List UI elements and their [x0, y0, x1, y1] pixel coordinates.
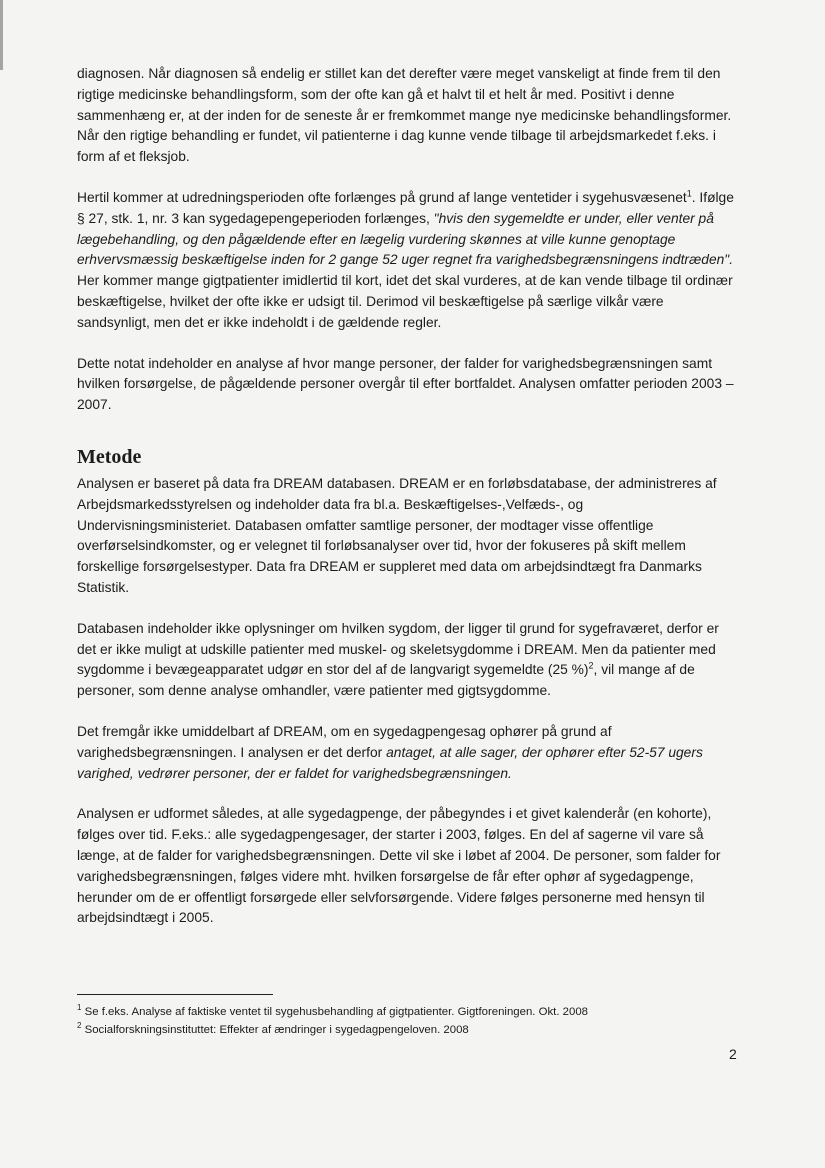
paragraph-dream-data: Analysen er baseret på data fra DREAM databasen. DREAM er en forløbsdatabase, der administreres af Arbejdsmarkedsstyrelsen og indeholder data fra bl.a. Beskæftigelses-,Velfæds-, og Undervisningsministeriet. Databasen omfatter samtlige personer, der modtager visse offentlige overførselsindkomster, og er velegnet til forløbsanalyser over tid, hvor der fokuseres på skift mellem forskellige forsørgelsestyper. Data fra DREAM er suppleret med data om arbejdsindtægt fra Danmarks Statistik. — [77, 475, 717, 595]
footnote-1 — [77, 1003, 739, 1021]
text-span: Det fremgår ikke umiddelbart af DREAM, om en sygedagpengesag ophører på grund af varighedsbegrænsningen. I analysen er det derfor — [77, 723, 612, 760]
text-span: Hertil kommer at udredningsperioden ofte forlænges på grund af lange ventetider i sygehusvæsenet — [77, 189, 687, 205]
body-text — [77, 64, 739, 949]
footnote-text: Socialforskningsinstituttet: Effekter af ændringer i sygedagpengeloven. 2008 — [81, 1024, 469, 1036]
law-quote: "hvis den sygemeldte er under, eller venter på lægebehandling, og den pågældende efter en lægelig vurdering skønnes at ville kunne genoptage erhvervsmæssig beskæftigelse inden for 2 gange 52 uger regnet fra varighedsbegrænsningens indtræden". — [77, 210, 734, 268]
scan-edge-mark — [0, 0, 3, 70]
section-heading-metode: Metode — [77, 445, 142, 468]
assumption-emphasis: antaget, at alle sager, der ophører efter 52-57 ugers varighed, vedrører personer, der er faldet for varighedsbegrænsningen. — [77, 744, 703, 781]
text-span: , vil mange af de personer, som denne analyse omhandler, være patienter med gigtsygdomme. — [77, 662, 695, 699]
paragraph-waiting-times — [77, 188, 739, 334]
paragraph-diagnosis: diagnosen. Når diagnosen så endelig er stillet kan det derefter være meget vanskeligt at finde frem til den rigtige medicinske behandlingsform, som der ofte kan gå et halvt til et helt år med. Positivt i denne sammenhæng er, at der inden for de seneste år er fremkommet mange nye medicinske behandlingsformer. Når den rigtige behandling er fundet, vil patienterne i dag kunne vende tilbage til arbejdsmarkedet f.eks. i form af et fleksjob. — [77, 66, 732, 165]
footnote-separator — [77, 994, 273, 995]
footnote-ref-2[interactable]: 2 — [588, 660, 594, 671]
page-number: 2 — [729, 1046, 737, 1062]
text-span: . Ifølge § 27, stk. 1, nr. 3 kan sygedagepengeperioden forlænges, — [77, 189, 734, 226]
paragraph-note-scope: Dette notat indeholder en analyse af hvor mange personer, der falder for varighedsbegrænsningen samt hvilken forsørgelse, de pågældende personer overgår til efter bortfaldet. Analysen omfatter perioden 2003 – 2007. — [77, 355, 734, 413]
paragraph-cohort-design: Analysen er udformet således, at alle sygedagpenge, der påbegyndes i et givet kalenderår (en kohorte), følges over tid. F.eks.: alle sygedagpengesager, der starter i 2003, følges. En del af sagerne vil vare så længe, at de falder for varighedsbegrænsningen. Dette vil ske i løbet af 2004. De personer, som falder for varighedsbegrænsningen, følges videre mht. hvilken forsørgelse de får efter ophør af sygedagpenge, herunder om de er offentligt forsørgede eller selvforsørgende. Videre følges personerne med hensyn til arbejdsindtægt i 2005. — [77, 806, 721, 926]
footnote-mark: 2 — [77, 1021, 82, 1031]
footnotes — [77, 1003, 739, 1039]
text-span: Her kommer mange gigtpatienter imidlertid til kort, idet det skal vurderes, at de kan vende tilbage til ordinær beskæftigelse, hvilket der ofte ikke er udsigt til. Derimod vil beskæftigelse på særlige vilkår være sandsynligt, men det er ikke indeholdt i de gældende regler. — [77, 273, 733, 330]
footnote-text: Se f.eks. Analyse af faktiske ventet til sygehusbehandling af gigtpatienter. Gigtforeningen. Okt. 2008 — [81, 1006, 589, 1018]
paragraph-database-limits — [77, 619, 739, 702]
footnote-ref-1[interactable]: 1 — [686, 188, 692, 199]
footnote-2 — [77, 1021, 739, 1039]
paragraph-assumption — [77, 722, 739, 784]
footnote-mark: 1 — [77, 1003, 82, 1013]
text-span: Databasen indeholder ikke oplysninger om hvilken sygdom, der ligger til grund for sygefraværet, derfor er det er ikke muligt at udskille patienter med muskel- og skeletsygdomme i DREAM. Men da patienter med sygdomme i bevægeapparatet udgør en stor del af de langvarigt sygemeldte (25 %) — [77, 620, 719, 678]
